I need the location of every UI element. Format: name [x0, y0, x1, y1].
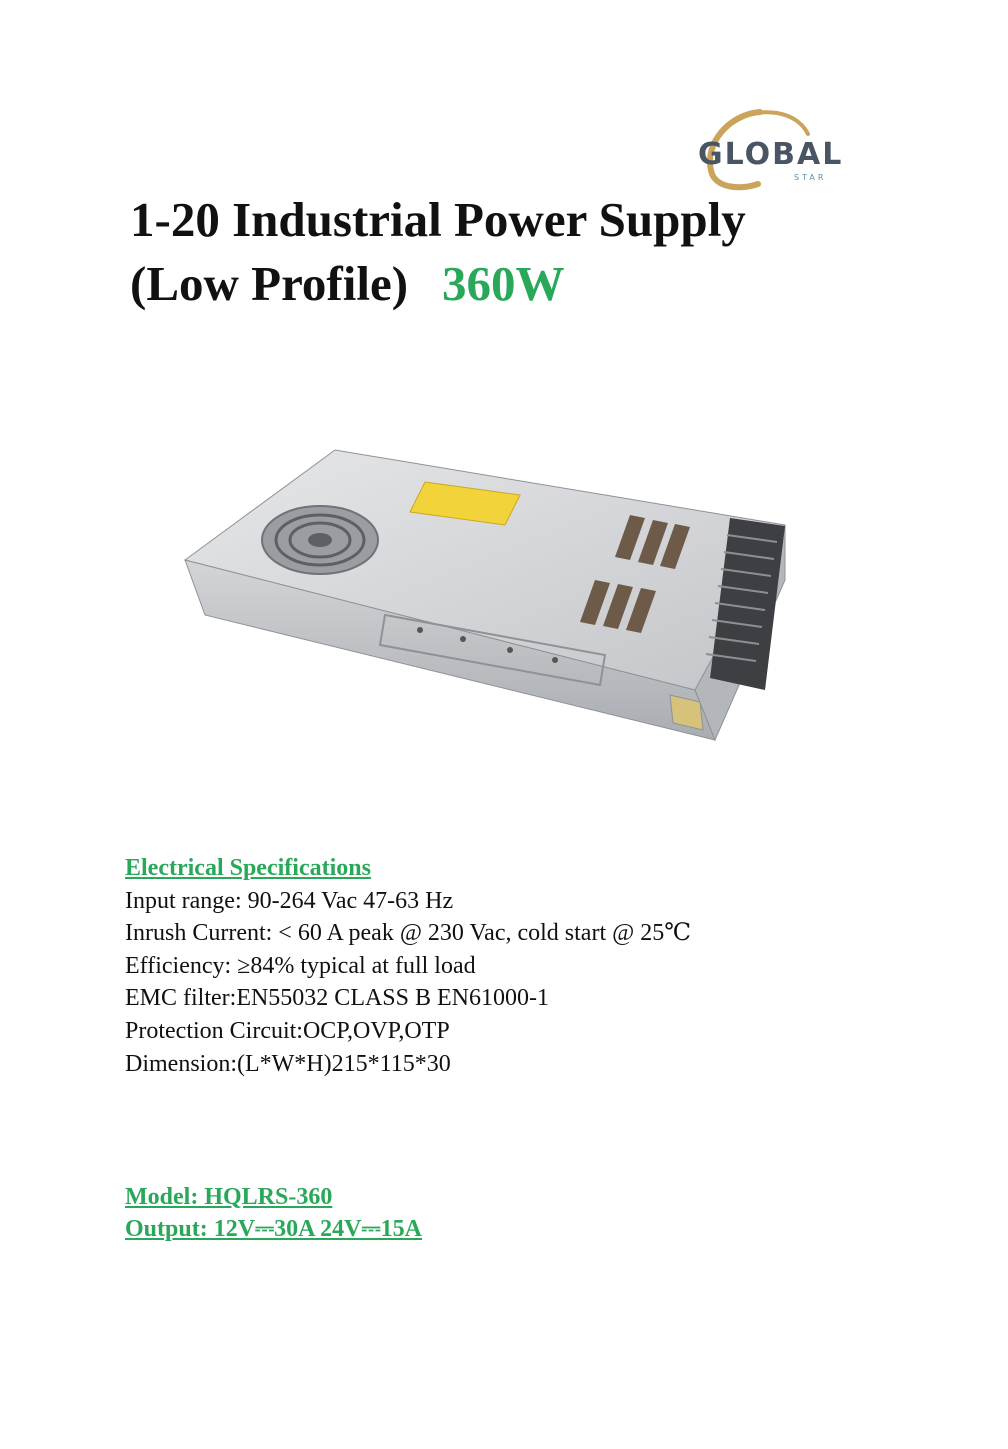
electrical-specifications — [125, 852, 691, 1080]
spec-emc-filter: EMC filter:EN55032 CLASS B EN61000-1 — [125, 985, 549, 1012]
title-line-2: (Low Profile) — [130, 256, 409, 311]
model-line: Model: HQLRS-360 — [125, 1184, 333, 1210]
specs-heading: Electrical Specifications — [125, 855, 371, 881]
title-wattage: 360W — [442, 256, 565, 311]
spec-protection-circuit: Protection Circuit:OCP,OVP,OTP — [125, 1017, 450, 1044]
title-line-1: 1-20 Industrial Power Supply — [130, 192, 746, 247]
svg-text:GLOBAL: GLOBAL — [698, 137, 844, 172]
model-info — [125, 1181, 422, 1245]
spec-efficiency: Efficiency: ≥84% typical at full load — [125, 952, 476, 979]
svg-text:STAR: STAR — [794, 173, 827, 182]
output-line: Output: 12V⎓30A 24V⎓15A — [125, 1216, 422, 1242]
page-title — [130, 188, 746, 316]
spec-dimension: Dimension:(L*W*H)215*115*30 — [125, 1050, 451, 1077]
global-star-logo — [690, 104, 860, 194]
power-supply-image — [175, 440, 795, 770]
spec-input-range: Input range: 90-264 Vac 47-63 Hz — [125, 887, 454, 914]
spec-inrush-current: Inrush Current: < 60 A peak @ 230 Vac, cold start @ 25℃ — [125, 920, 692, 947]
